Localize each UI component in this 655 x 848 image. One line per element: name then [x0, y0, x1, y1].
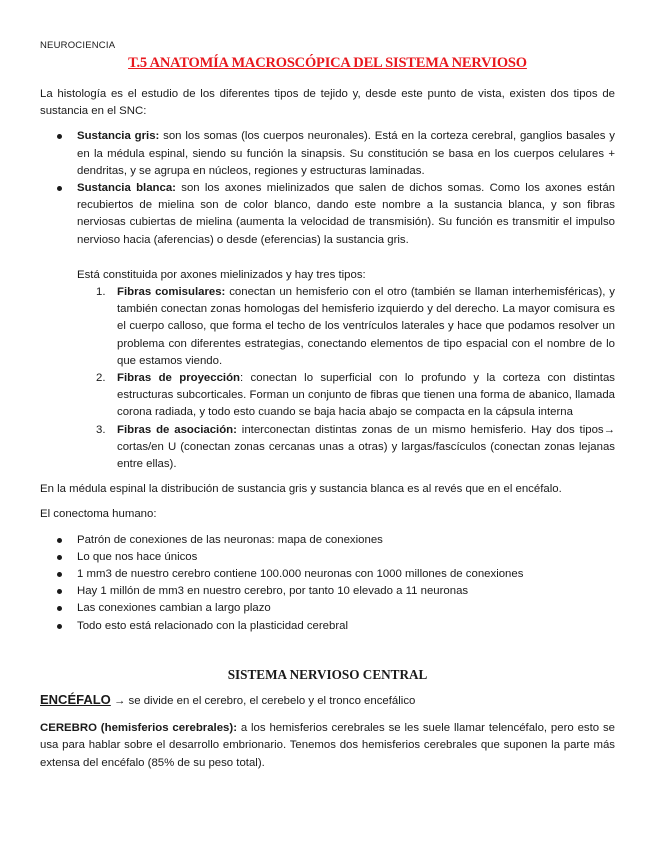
- list-item: Patrón de conexiones de las neuronas: mapa de conexiones: [40, 532, 615, 549]
- term-label: Fibras de proyección: [117, 372, 241, 385]
- list-item: 1 mm3 de nuestro cerebro contiene 100.000 neuronas con 1000 millones de conexiones: [40, 566, 615, 583]
- list-item: Todo esto está relacionado con la plasticidad cerebral: [40, 618, 615, 635]
- encefalo-heading: ENCÉFALO: [40, 691, 111, 707]
- conectoma-list: [40, 532, 615, 635]
- term-label: CEREBRO (hemisferios cerebrales):: [40, 722, 237, 735]
- term-text: : conectan lo superficial con lo profundo y la corteza con distintas estructuras subcorticales. Forman un conjunto de fibras que tienen una forma de abanico, llamada corona radiada, y todo esto cuando se baja hacia abajo se compacta en la cápsula interna: [117, 372, 615, 419]
- substance-list: [40, 128, 615, 248]
- term-text: son los somas (los cuerpos neuronales). Está en la corteza cerebral, ganglios basales y en la médula espinal, siendo su función la sinapsis. Su constitución se basa en los cuerpos celulares + dendritas, y se agrupa en núcleos, regiones y estructuras laminadas.: [77, 130, 615, 177]
- item-number: 3.: [96, 423, 106, 436]
- term-text: conectan un hemisferio con el otro (también se llaman interhemisféricas), y también conectan zonas homologas del hemisferio izquierdo y del derecho. La mayor comisura es el cuerpo calloso, que forma el techo de los ventrículos laterales y hace que podamos resolver un problema con diferentes estrategias, conectando elementos de tipo espacial con el nombre de lo que estamos viendo.: [117, 286, 615, 367]
- arrow-icon: →: [113, 694, 126, 707]
- document-title: T.5 ANATOMÍA MACROSCÓPICA DEL SISTEMA NERVIOSO: [128, 55, 527, 71]
- fibers-intro: Está constituida por axones mielinizados y hay tres tipos:: [77, 268, 366, 281]
- conectoma-label: El conectoma humano:: [40, 508, 157, 521]
- item-number: 1.: [96, 286, 106, 299]
- list-item: [40, 370, 615, 422]
- intro-paragraph: La histología es el estudio de los diferentes tipos de tejido y, desde este punto de vista, existen dos tipos de sustancia en el SNC:: [40, 88, 615, 118]
- section-title: SISTEMA NERVIOSO CENTRAL: [227, 666, 428, 682]
- spinal-note: En la médula espinal la distribución de sustancia gris y sustancia blanca es al revés que en el encéfalo.: [40, 483, 562, 496]
- list-item: Lo que nos hace únicos: [40, 549, 615, 566]
- term-label: Sustancia gris:: [77, 130, 160, 143]
- list-item: [40, 422, 615, 474]
- list-item: [40, 180, 615, 249]
- term-text: son los axones mielinizados que salen de dichos somas. Como los axones están recubiertos de mielina son de color blanco, dando este nombre a la sustancia blanca, y son fibras nerviosas cubiertas de mielina (aumenta la velocidad de transmisión). Su función es transmitir el impulso nervioso hacia (aferencias) o desde (eferencias) la sustancia gris.: [77, 182, 615, 246]
- term-text: a los hemisferios cerebrales se les suele llamar telencéfalo, pero esto se usa para hablar sobre el desarrollo embrionario. Tenemos dos hemisferios cerebrales que suponen la parte más extensa del encéfalo (85% de su peso total).: [40, 722, 615, 769]
- term-label: Fibras de asociación:: [117, 423, 237, 436]
- term-label: Fibras comisulares:: [117, 286, 226, 299]
- list-item: Hay 1 millón de mm3 en nuestro cerebro, por tanto 10 elevado a 11 neuronas: [40, 583, 615, 600]
- term-text: interconectan distintas zonas de un mismo hemisferio. Hay dos tipos→ cortas/en U (conectan zonas cercanas unas a otras) y largas/fascículos (conectan zonas lejanas entre ellas).: [117, 423, 615, 471]
- encefalo-text: se divide en el cerebro, el cerebelo y el tronco encefálico: [125, 694, 416, 707]
- running-header: NEUROCIENCIA: [40, 40, 116, 51]
- cerebro-paragraph: [40, 720, 615, 772]
- list-item: [40, 284, 615, 370]
- fiber-type-list: [40, 284, 615, 473]
- item-number: 2.: [96, 372, 106, 385]
- term-label: Sustancia blanca:: [77, 182, 176, 195]
- list-item: [40, 128, 615, 180]
- list-item: Las conexiones cambian a largo plazo: [40, 600, 615, 617]
- encefalo-line: [40, 691, 615, 710]
